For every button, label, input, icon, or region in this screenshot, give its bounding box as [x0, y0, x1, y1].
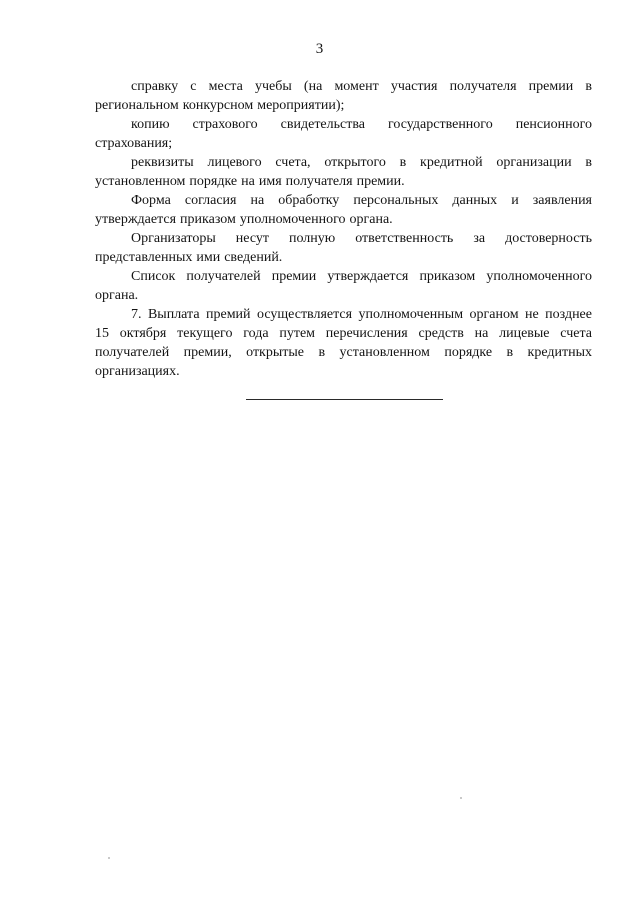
paragraph-study-certificate: справку с места учебы (на момент участия получателя премии в региональном конкурсном мероприятии);: [95, 79, 592, 113]
scan-speck: [108, 857, 110, 859]
paragraph-payment-terms: 7. Выплата премий осуществляется уполномоченным органом не позднее 15 октября текущего года путем перечисления средств на лицевые счета получателей премии, открытые в установленном порядке в кредитных организациях.: [95, 307, 592, 379]
paragraph-organizers-responsibility: Организаторы несут полную ответственность за достоверность представленных ими сведений.: [95, 231, 592, 265]
page-number: 3: [315, 41, 324, 57]
scan-speck: [460, 797, 462, 799]
paragraph-consent-form: Форма согласия на обработку персональных данных и заявления утверждается приказом уполномоченного органа.: [95, 193, 592, 227]
paragraph-pension-certificate: копию страхового свидетельства государственного пенсионного страхования;: [95, 117, 592, 151]
paragraph-recipients-list: Список получателей премии утверждается приказом уполномоченного органа.: [95, 269, 592, 303]
paragraph-bank-details: реквизиты лицевого счета, открытого в кредитной организации в установленном порядке на имя получателя премии.: [95, 155, 592, 189]
document-body: [95, 77, 592, 381]
end-of-text-rule: [246, 399, 443, 400]
